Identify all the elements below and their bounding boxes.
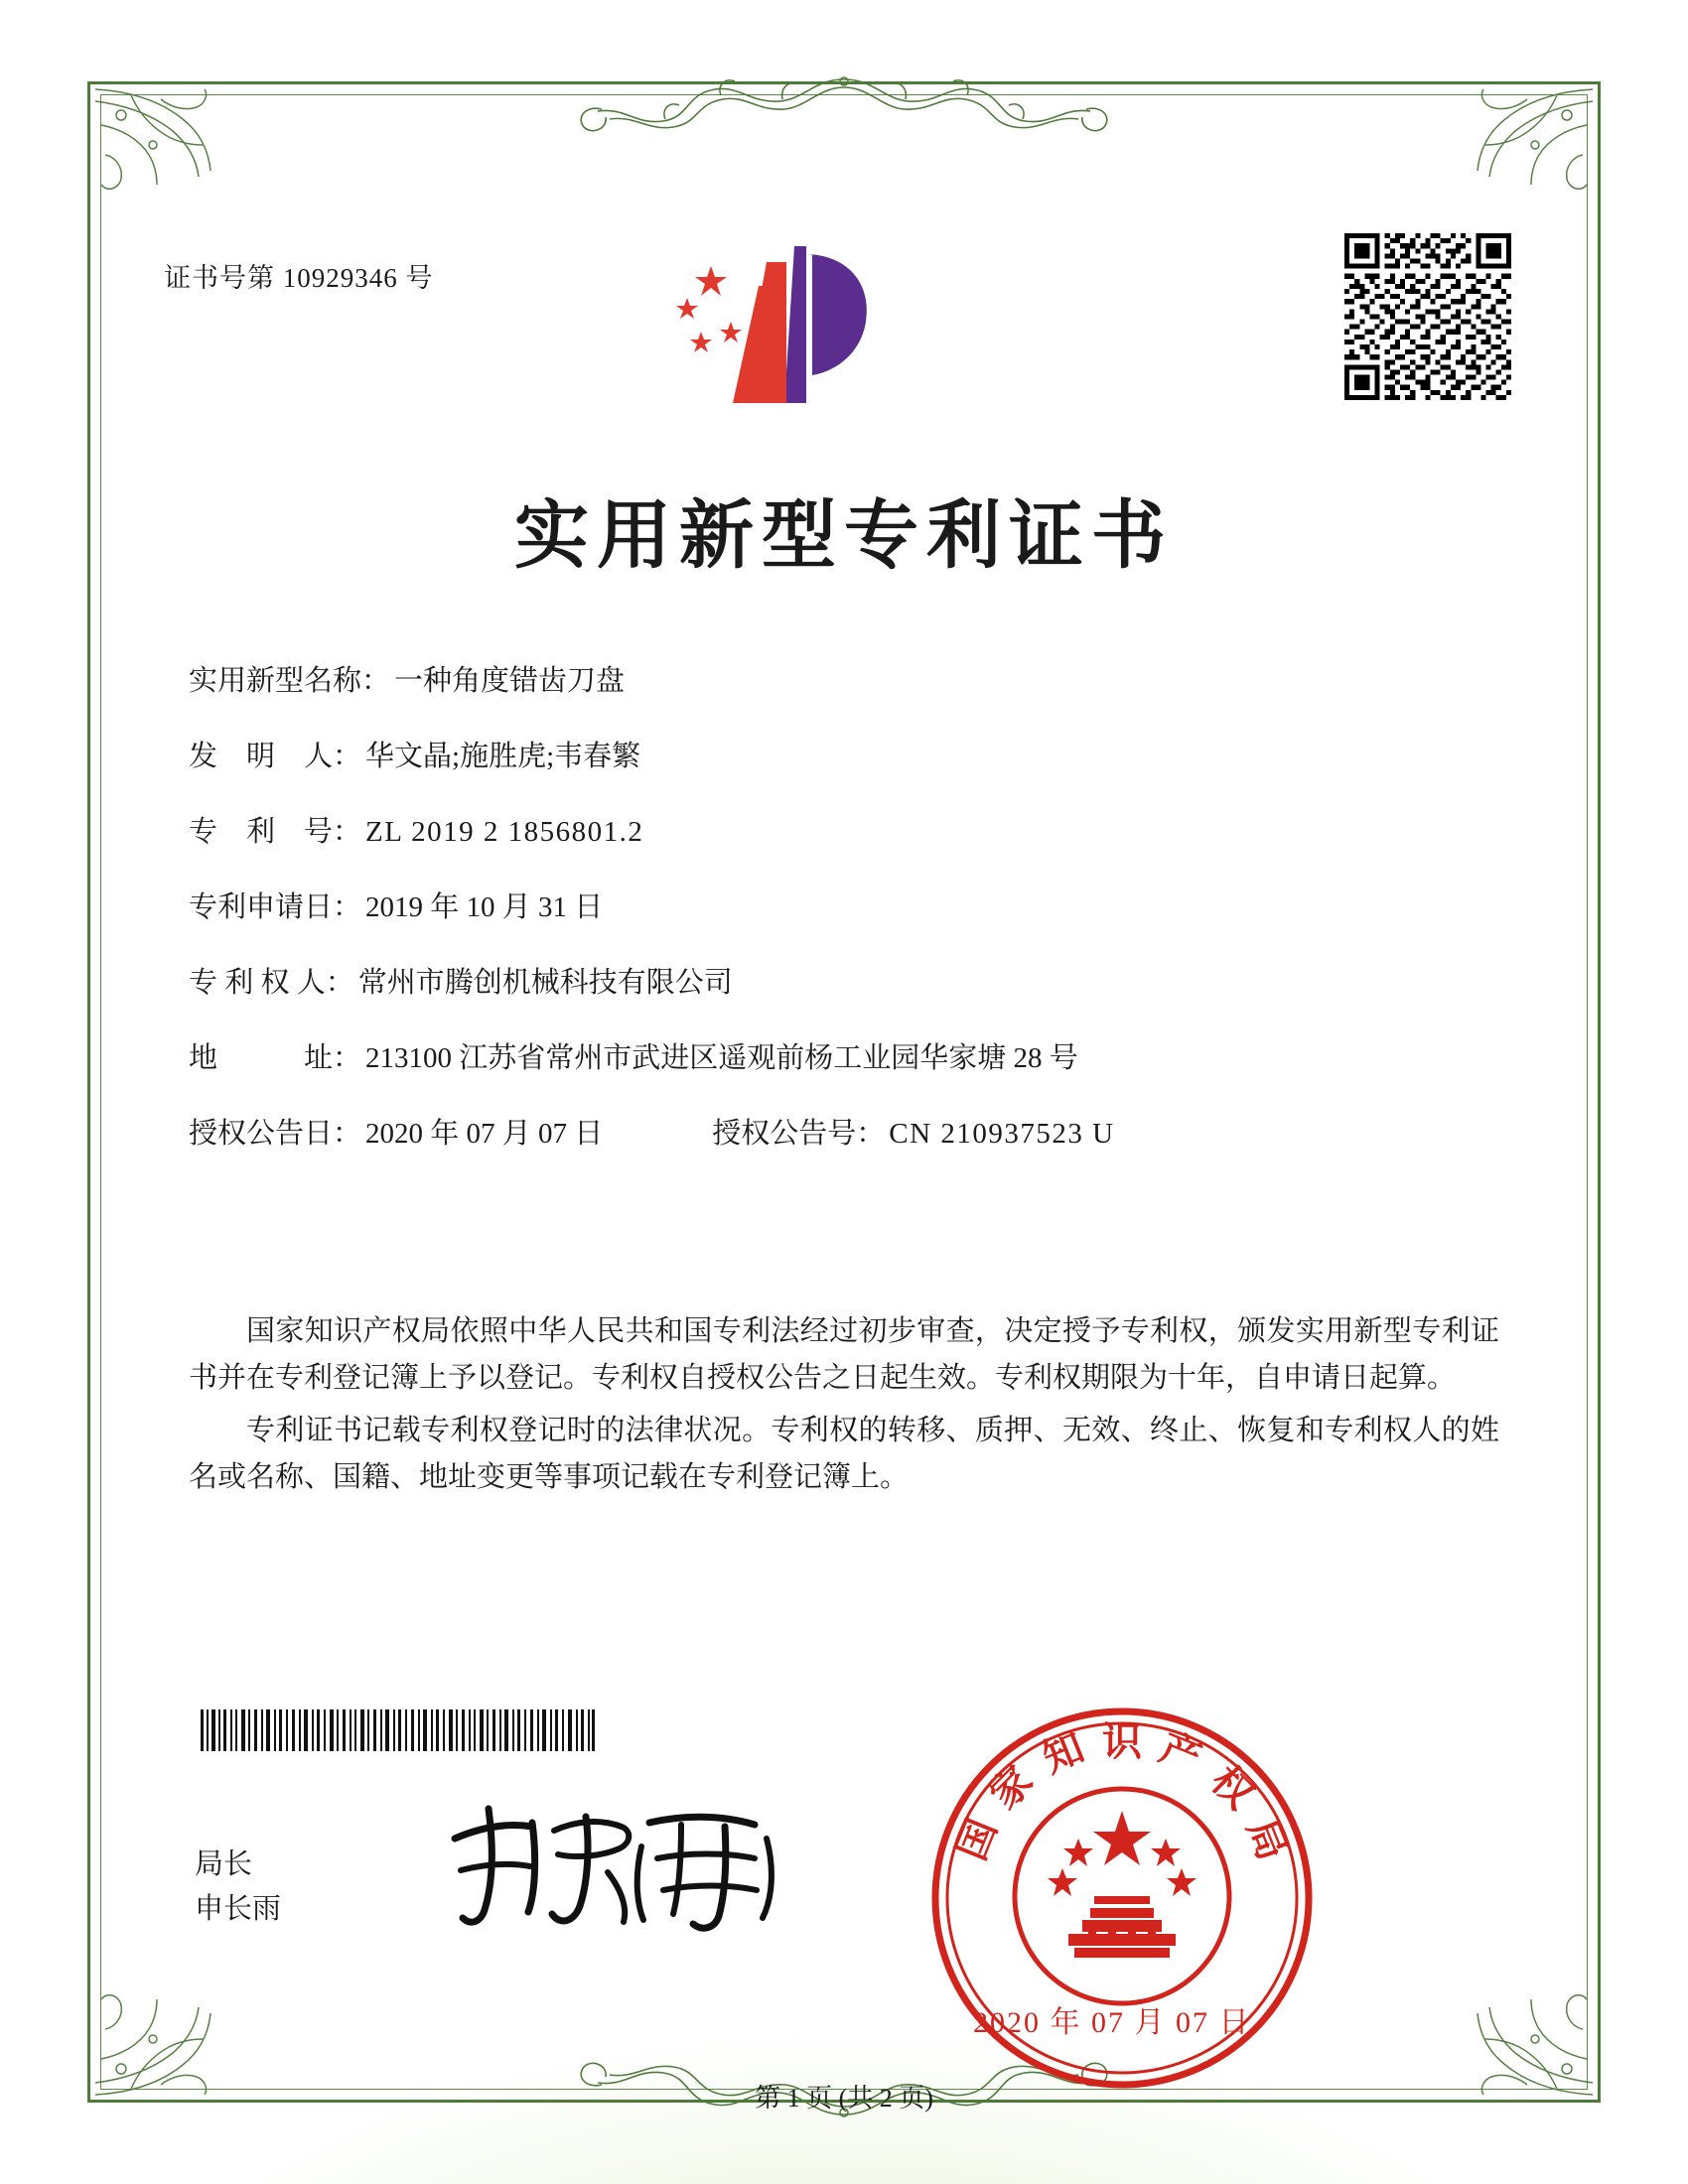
legal-paragraph-1: 国家知识产权局依照中华人民共和国专利法经过初步审查，决定授予专利权，颁发实用新型专利证书并在专利登记簿上予以登记。专利权自授权公告之日起生效。专利权期限为十年，自申请日起算。 [189,1315,1499,1394]
field-label: 发 明 人： [189,741,362,772]
field-value: 一种角度错齿刀盘 [394,665,626,697]
page-footer: 第 1 页 (共 2 页) [755,2084,933,2113]
qr-code-icon [1344,233,1511,400]
svg-text:知: 知 [1037,1724,1090,1782]
field-label: 专利申请日： [189,891,362,923]
grant-date-value: 2020 年 07 月 07 日 [365,1118,604,1150]
svg-text:家: 家 [981,1757,1042,1818]
svg-text:权: 权 [1202,1757,1263,1818]
field-value: ZL 2019 2 1856801.2 [365,816,644,848]
cnipa-logo-icon [667,236,915,420]
legal-paragraph-2: 专利证书记载专利权登记时的法律状况。专利权的转移、质押、无效、终止、恢复和专利权人的姓名或名称、国籍、地址变更等事项记载在专利登记簿上。 [189,1414,1499,1493]
svg-text:识: 识 [1102,1719,1142,1764]
top-flourish-ornament [536,69,1152,141]
page-title: 实用新型专利证书 [513,495,1174,578]
legal-text-block [189,1308,1499,1507]
director-name: 申长雨 [195,1892,282,1925]
field-label: 地 址： [189,1042,362,1074]
field-patent-number [189,818,1509,847]
grant-number-label: 授权公告号： [712,1118,886,1150]
signature-block [195,1843,281,1932]
corner-ornament-top-left [91,85,240,205]
director-role-label: 局长 [195,1848,253,1880]
svg-text:产: 产 [1154,1724,1207,1782]
field-value: 213100 江苏省常州市武进区遥观前杨工业园华家塘 28 号 [365,1042,1078,1074]
field-application-date [189,893,1509,922]
corner-ornament-top-right [1448,85,1597,205]
svg-text:局: 局 [1238,1813,1296,1866]
field-grant-announcement [189,1120,1509,1149]
svg-text:国: 国 [948,1813,1006,1866]
field-utility-model-name [189,667,1509,696]
field-value: 常州市腾创机械科技有限公司 [357,967,733,999]
seal-date: 2020 年 07 月 07 日 [973,2006,1251,2039]
field-label: 专 利 权 人： [189,967,354,999]
grant-date-label: 授权公告日： [189,1118,362,1150]
field-list [189,667,1509,1195]
field-value: 2019 年 10 月 31 日 [365,891,604,923]
handwritten-signature-icon [437,1787,794,1936]
certificate-number: 证书号第 10929346 号 [164,263,434,293]
field-patentee [189,969,1509,998]
field-value: 华文晶;施胜虎;韦春繁 [365,741,641,772]
field-inventors [189,743,1509,771]
field-label: 实用新型名称： [189,665,391,697]
barcode [199,1709,596,1751]
field-label: 专 利 号： [189,816,362,848]
field-address [189,1044,1509,1073]
grant-number-value: CN 210937523 U [889,1118,1115,1150]
